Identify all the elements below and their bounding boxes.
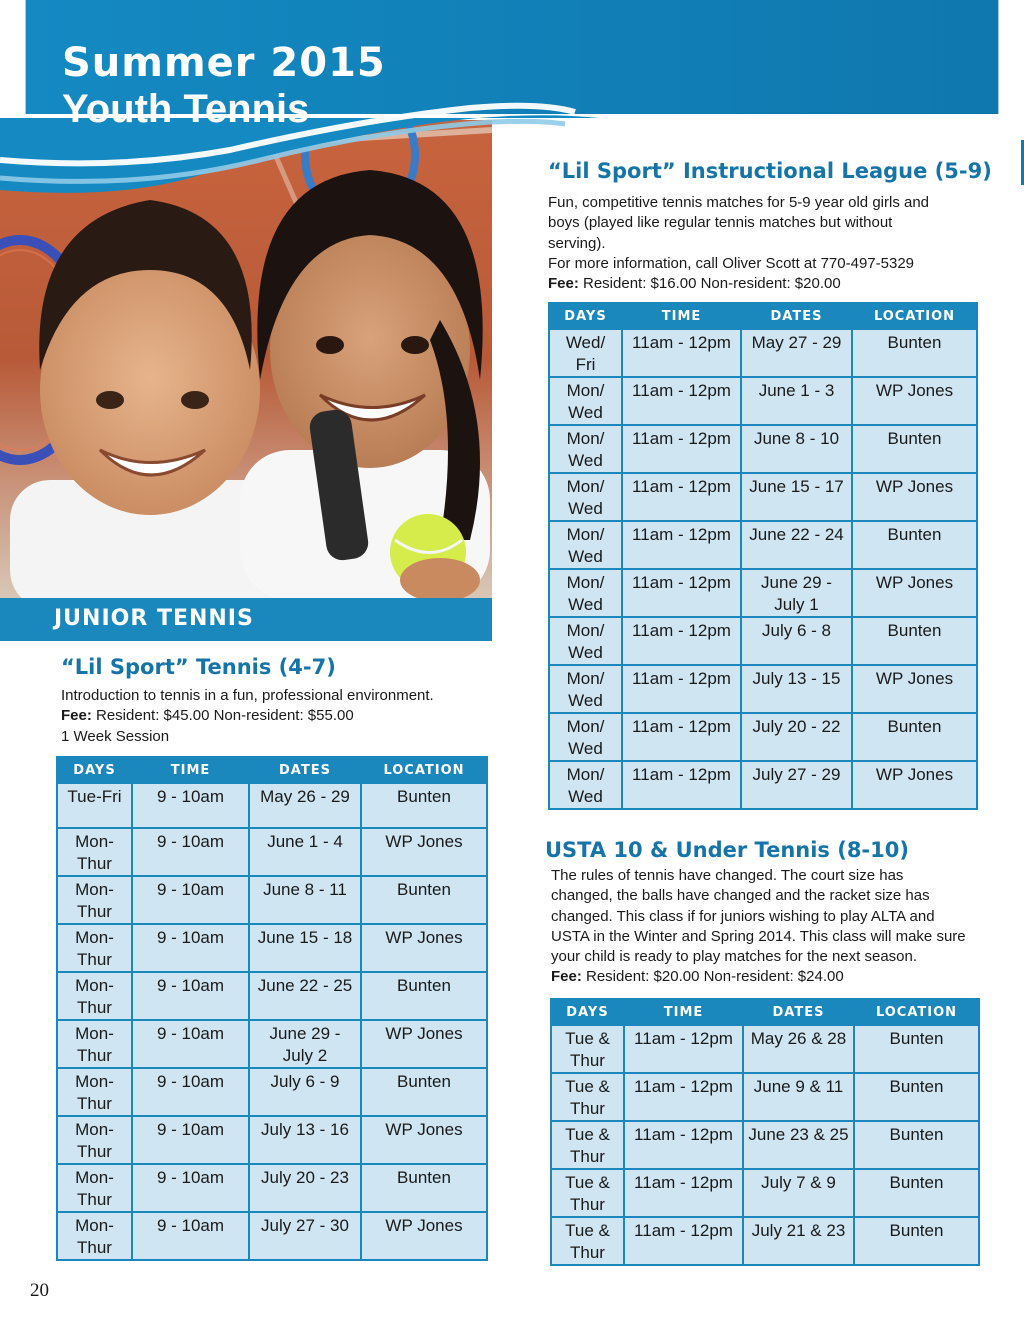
cell-dates: May 27 - 29	[741, 329, 852, 377]
cell-location: Bunten	[361, 972, 487, 1020]
instructional-league-schedule-table	[548, 302, 978, 810]
table-row	[57, 1116, 487, 1164]
cell-days: Mon/ Wed	[549, 377, 622, 425]
cell-location: Bunten	[852, 521, 977, 569]
cell-time: 11am - 12pm	[622, 713, 741, 761]
instructional-league-description	[548, 193, 948, 294]
table-row	[549, 569, 977, 617]
cell-time: 11am - 12pm	[624, 1073, 743, 1121]
cell-time: 9 - 10am	[132, 1164, 249, 1212]
table-header-row	[549, 303, 977, 329]
table-row	[57, 783, 487, 828]
column-header-days: DAYS	[551, 999, 624, 1025]
column-header-location: LOCATION	[854, 999, 979, 1025]
lil-sport-tennis-description	[61, 686, 481, 747]
cell-location: WP Jones	[361, 924, 487, 972]
cell-time: 11am - 12pm	[622, 761, 741, 809]
cell-time: 9 - 10am	[132, 876, 249, 924]
table-header-row	[551, 999, 979, 1025]
usta-title: USTA 10 & Under Tennis (8-10)	[545, 838, 909, 862]
junior-tennis-label: JUNIOR TENNIS	[54, 606, 254, 631]
cell-location: WP Jones	[852, 377, 977, 425]
column-header-location: LOCATION	[852, 303, 977, 329]
cell-dates: July 13 - 15	[741, 665, 852, 713]
cell-location: Bunten	[854, 1121, 979, 1169]
cell-location: Bunten	[854, 1169, 979, 1217]
cell-location: WP Jones	[361, 828, 487, 876]
cell-dates: July 13 - 16	[249, 1116, 361, 1164]
cell-location: WP Jones	[852, 473, 977, 521]
table-row	[549, 713, 977, 761]
fee-label: Fee:	[61, 707, 92, 725]
cell-time: 11am - 12pm	[622, 521, 741, 569]
cell-days: Tue & Thur	[551, 1169, 624, 1217]
cell-days: Mon/ Wed	[549, 425, 622, 473]
fee-label: Fee:	[548, 275, 579, 293]
table-row	[549, 521, 977, 569]
table-row	[551, 1025, 979, 1073]
cell-location: Bunten	[361, 1164, 487, 1212]
cell-dates: June 15 - 18	[249, 924, 361, 972]
cell-days: Mon-Thur	[57, 924, 132, 972]
cell-location: Bunten	[361, 783, 487, 828]
table-row	[549, 617, 977, 665]
column-header-days: DAYS	[549, 303, 622, 329]
column-header-dates: DATES	[249, 757, 361, 783]
page-subtitle: Youth Tennis	[62, 87, 310, 131]
cell-days: Mon-Thur	[57, 1212, 132, 1260]
cell-days: Wed/ Fri	[549, 329, 622, 377]
cell-dates: July 20 - 23	[249, 1164, 361, 1212]
table-row	[551, 1169, 979, 1217]
fee-text: Resident: $45.00 Non-resident: $55.00	[91, 707, 354, 725]
cell-dates: June 1 - 3	[741, 377, 852, 425]
cell-days: Mon/ Wed	[549, 665, 622, 713]
cell-dates: July 21 & 23	[743, 1217, 854, 1265]
column-header-location: LOCATION	[361, 757, 487, 783]
cell-time: 11am - 12pm	[622, 665, 741, 713]
table-row	[549, 473, 977, 521]
cell-days: Tue & Thur	[551, 1073, 624, 1121]
lil-sport-tennis-schedule-table	[56, 756, 488, 1261]
usta-description	[551, 866, 969, 988]
cell-time: 9 - 10am	[132, 972, 249, 1020]
table-row	[57, 1212, 487, 1260]
cell-time: 11am - 12pm	[622, 425, 741, 473]
cell-days: Mon/ Wed	[549, 713, 622, 761]
column-header-days: DAYS	[57, 757, 132, 783]
fee-label: Fee:	[551, 968, 582, 986]
cell-dates: June 23 & 25	[743, 1121, 854, 1169]
cell-days: Mon/ Wed	[549, 473, 622, 521]
cell-days: Mon/ Wed	[549, 761, 622, 809]
cell-location: Bunten	[361, 1068, 487, 1116]
page-number: 20	[30, 1280, 49, 1301]
table-row	[57, 876, 487, 924]
table-row	[57, 1020, 487, 1068]
cell-dates: June 22 - 25	[249, 972, 361, 1020]
cell-days: Mon-Thur	[57, 1068, 132, 1116]
cell-location: WP Jones	[361, 1020, 487, 1068]
cell-location: Bunten	[852, 425, 977, 473]
table-row	[549, 665, 977, 713]
cell-days: Mon-Thur	[57, 1116, 132, 1164]
cell-time: 9 - 10am	[132, 1212, 249, 1260]
table-row	[551, 1073, 979, 1121]
cell-days: Mon/ Wed	[549, 521, 622, 569]
column-header-time: TIME	[624, 999, 743, 1025]
cell-dates: July 27 - 30	[249, 1212, 361, 1260]
cell-dates: July 27 - 29	[741, 761, 852, 809]
cell-days: Mon-Thur	[57, 876, 132, 924]
lil-sport-tennis-fee	[61, 706, 481, 726]
cell-time: 11am - 12pm	[622, 377, 741, 425]
cell-location: Bunten	[852, 329, 977, 377]
cell-dates: July 6 - 8	[741, 617, 852, 665]
cell-days: Mon-Thur	[57, 972, 132, 1020]
cell-location: Bunten	[361, 876, 487, 924]
instructional-league-fee	[548, 274, 948, 294]
cell-dates: July 7 & 9	[743, 1169, 854, 1217]
junior-tennis-banner	[0, 598, 492, 641]
cell-location: WP Jones	[852, 761, 977, 809]
cell-location: WP Jones	[361, 1212, 487, 1260]
cell-days: Mon/ Wed	[549, 569, 622, 617]
table-row	[57, 972, 487, 1020]
cell-days: Tue & Thur	[551, 1121, 624, 1169]
cell-location: Bunten	[854, 1073, 979, 1121]
cell-days: Tue-Fri	[57, 783, 132, 828]
cell-location: Bunten	[852, 617, 977, 665]
cell-location: WP Jones	[852, 665, 977, 713]
cell-dates: June 15 - 17	[741, 473, 852, 521]
cell-dates: June 8 - 10	[741, 425, 852, 473]
cell-location: Bunten	[854, 1025, 979, 1073]
cell-time: 11am - 12pm	[624, 1121, 743, 1169]
column-header-dates: DATES	[743, 999, 854, 1025]
table-row	[549, 377, 977, 425]
cell-dates: June 8 - 11	[249, 876, 361, 924]
cell-dates: July 20 - 22	[741, 713, 852, 761]
cell-time: 9 - 10am	[132, 828, 249, 876]
cell-location: WP Jones	[852, 569, 977, 617]
table-row	[57, 828, 487, 876]
cell-location: WP Jones	[361, 1116, 487, 1164]
cell-days: Tue & Thur	[551, 1217, 624, 1265]
cell-dates: June 9 & 11	[743, 1073, 854, 1121]
table-row	[57, 1164, 487, 1212]
cell-time: 9 - 10am	[132, 1068, 249, 1116]
cell-days: Mon-Thur	[57, 1020, 132, 1068]
column-header-time: TIME	[132, 757, 249, 783]
cell-days: Tue & Thur	[551, 1025, 624, 1073]
lil-sport-tennis-title: “Lil Sport” Tennis (4-7)	[61, 655, 336, 679]
cell-days: Mon-Thur	[57, 828, 132, 876]
page-title: Summer 2015	[62, 40, 386, 86]
table-row	[549, 329, 977, 377]
cell-dates: June 1 - 4	[249, 828, 361, 876]
column-header-dates: DATES	[741, 303, 852, 329]
cell-location: Bunten	[854, 1217, 979, 1265]
table-header-row	[57, 757, 487, 783]
cell-time: 9 - 10am	[132, 1116, 249, 1164]
instructional-league-title: “Lil Sport” Instructional League (5-9)	[548, 159, 992, 183]
cell-dates: June 22 - 24	[741, 521, 852, 569]
table-row	[57, 1068, 487, 1116]
cell-location: Bunten	[852, 713, 977, 761]
column-header-time: TIME	[622, 303, 741, 329]
usta-intro: The rules of tennis have changed. The court size has changed, the balls have changed and the racket size has changed. This class if for juniors wishing to play ALTA and USTA in the Winter and Spring 2014. This class will make sure your child is ready to play matches for the next season.	[551, 867, 966, 966]
cell-time: 11am - 12pm	[622, 329, 741, 377]
cell-time: 11am - 12pm	[622, 473, 741, 521]
cell-time: 11am - 12pm	[624, 1025, 743, 1073]
fee-text: Resident: $20.00 Non-resident: $24.00	[581, 968, 844, 986]
cell-time: 11am - 12pm	[624, 1217, 743, 1265]
table-row	[549, 425, 977, 473]
cell-time: 9 - 10am	[132, 1020, 249, 1068]
cell-dates: July 6 - 9	[249, 1068, 361, 1116]
cell-time: 9 - 10am	[132, 924, 249, 972]
lil-sport-tennis-intro: Introduction to tennis in a fun, professional environment.	[61, 687, 434, 704]
cell-dates: May 26 & 28	[743, 1025, 854, 1073]
fee-text: Resident: $16.00 Non-resident: $20.00	[578, 275, 841, 293]
table-row	[57, 924, 487, 972]
cell-days: Mon-Thur	[57, 1164, 132, 1212]
cell-time: 11am - 12pm	[624, 1169, 743, 1217]
cell-dates: June 29 - July 2	[249, 1020, 361, 1068]
instructional-league-intro: Fun, competitive tennis matches for 5-9 year old girls and boys (played like regular tennis matches but without serving).	[548, 194, 930, 252]
usta-schedule-table	[550, 998, 980, 1266]
table-row	[551, 1121, 979, 1169]
usta-fee	[551, 967, 969, 987]
lil-sport-tennis-session: 1 Week Session	[61, 727, 170, 745]
cell-time: 9 - 10am	[132, 783, 249, 828]
table-row	[551, 1217, 979, 1265]
instructional-league-contact: For more information, call Oliver Scott at 770-497-5329	[548, 254, 914, 272]
table-row	[549, 761, 977, 809]
cell-dates: June 29 - July 1	[741, 569, 852, 617]
cell-time: 11am - 12pm	[622, 569, 741, 617]
cell-time: 11am - 12pm	[622, 617, 741, 665]
cell-days: Mon/ Wed	[549, 617, 622, 665]
cell-dates: May 26 - 29	[249, 783, 361, 828]
